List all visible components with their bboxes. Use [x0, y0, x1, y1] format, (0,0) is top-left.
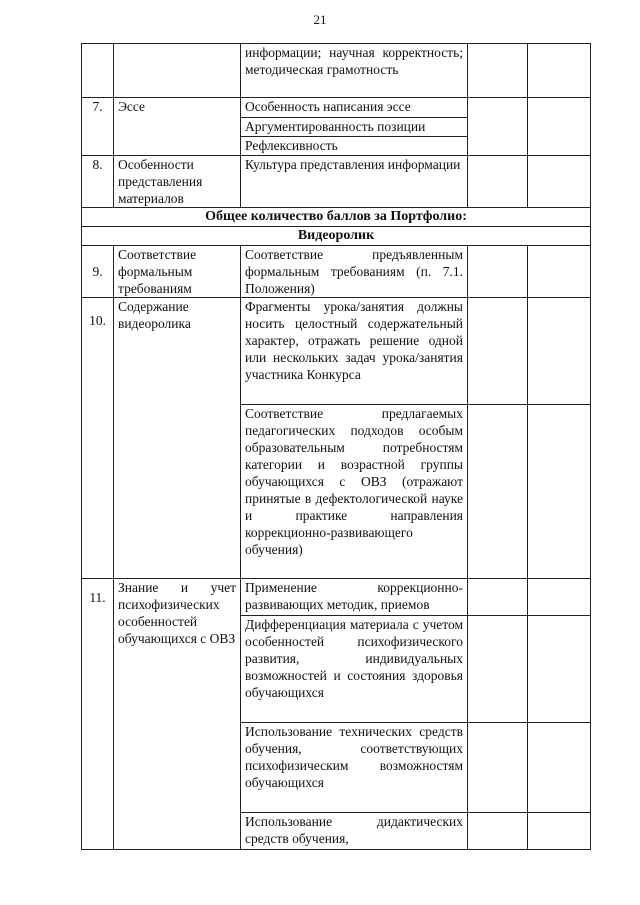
table-row: [82, 208, 591, 227]
criterion-cell: Соответствие формальным требованиям: [114, 246, 241, 298]
score-cell: [528, 616, 591, 723]
score-cell: [528, 98, 591, 156]
indicator-cell: информации; научная корректность; методическая грамотность: [241, 44, 468, 98]
row-number: 10.: [82, 298, 114, 579]
indicator-cell: Фрагменты урока/занятия должны носить целостный содержательный характер, отражать решение одной или нескольких задач урока/занятия участника Конкурса: [241, 298, 468, 405]
score-cell: [468, 156, 528, 208]
score-cell: [468, 98, 528, 156]
score-cell: [468, 579, 528, 616]
score-cell: [468, 723, 528, 813]
score-cell: [468, 246, 528, 298]
table-row: [82, 298, 591, 405]
indicator-cell: Использование технических средств обучения, соответствующих психофизическим возможностям обучающихся: [241, 723, 468, 813]
indicator-cell: Культура представления информации: [241, 156, 468, 208]
page-number: 21: [313, 12, 327, 27]
indicator-cell: Соответствие предлагаемых педагогических подходов особым образовательным потребностям категории и возрастной группы обучающихся с ОВЗ (отражают принятые в дефектологической науке и практике направления коррекционно-развивающего обучения): [241, 405, 468, 579]
table-row: [82, 44, 591, 98]
score-cell: [468, 298, 528, 405]
score-cell: [528, 44, 591, 98]
table-row: [82, 156, 591, 208]
row-number: 9.: [82, 246, 114, 298]
table-row: [82, 227, 591, 246]
row-number: 7.: [82, 98, 114, 156]
indicator-cell: Аргументированность позиции: [241, 118, 468, 137]
indicator-cell: Применение коррекционно-развивающих методик, приемов: [241, 579, 468, 616]
video-section-heading: Видеоролик: [82, 227, 591, 246]
row-number: 11.: [82, 579, 114, 850]
portfolio-total-heading: Общее количество баллов за Портфолио:: [82, 208, 591, 227]
score-cell: [528, 156, 591, 208]
score-cell: [528, 405, 591, 579]
indicator-cell: Рефлексивность: [241, 137, 468, 156]
score-cell: [468, 813, 528, 850]
row-number: 8.: [82, 156, 114, 208]
table-row: [82, 98, 591, 118]
score-cell: [468, 405, 528, 579]
indicator-cell: Дифференциация материала с учетом особенностей психофизического развития, индивидуальных возможностей и состояния здоровья обучающихся: [241, 616, 468, 723]
criterion-cell: Особенности представления материалов: [114, 156, 241, 208]
score-cell: [528, 298, 591, 405]
score-cell: [528, 579, 591, 616]
evaluation-table: [81, 43, 591, 850]
table-row: [82, 246, 591, 298]
score-cell: [468, 44, 528, 98]
indicator-cell: Соответствие предъявленным формальным требованиям (п. 7.1. Положения): [241, 246, 468, 298]
indicator-cell: Использование дидактических средств обучения,: [241, 813, 468, 850]
score-cell: [528, 723, 591, 813]
score-cell: [528, 246, 591, 298]
table-row: [82, 579, 591, 616]
score-cell: [528, 813, 591, 850]
indicator-cell: Особенность написания эссе: [241, 98, 468, 118]
criterion-cell: Содержание видеоролика: [114, 298, 241, 579]
criterion-cell: Знание и учет психофизических особенностей обучающихся с ОВЗ: [114, 579, 241, 850]
criterion-cell: Эссе: [114, 98, 241, 156]
score-cell: [468, 616, 528, 723]
